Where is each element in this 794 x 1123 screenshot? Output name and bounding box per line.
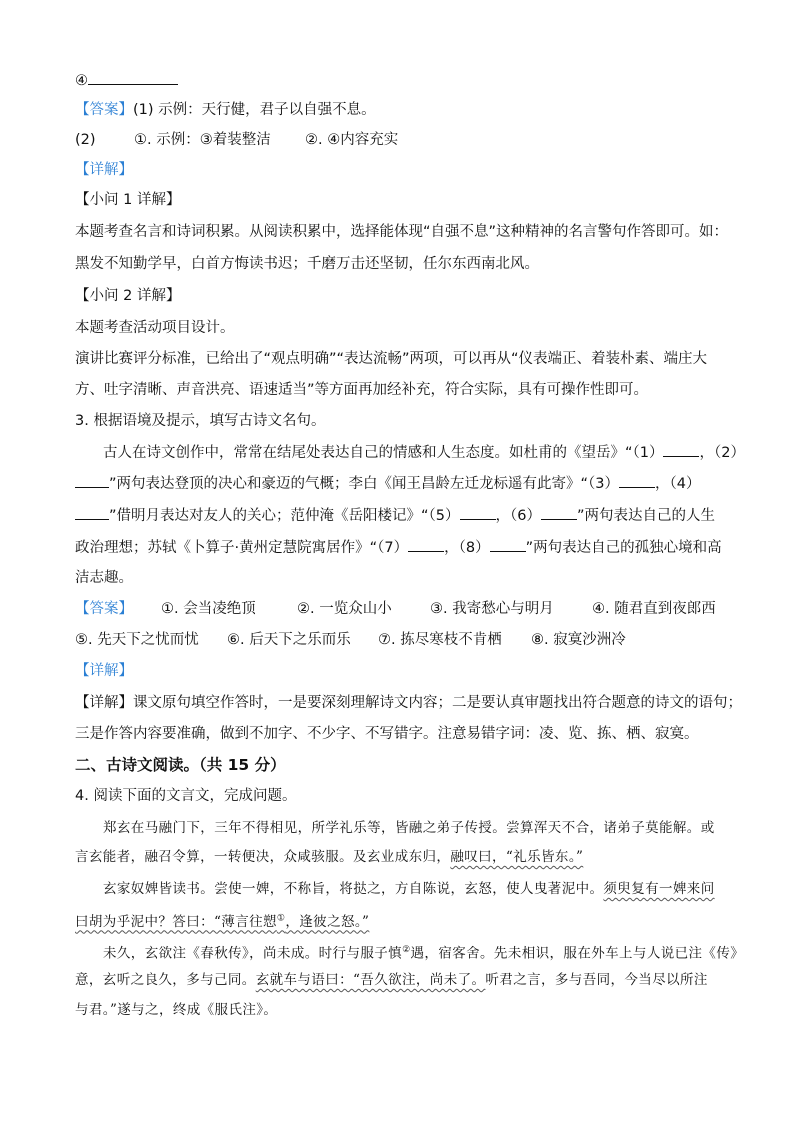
question-4-title: 4. 阅读下面的文言文，完成问题。 <box>75 788 297 804</box>
detail-text: 本题考查活动项目设计。 <box>75 320 235 336</box>
answer-item: ②. 一览众山小 <box>297 601 392 617</box>
question-3-text: 政治理想；苏轼《卜算子·黄州定慧院寓居作》“（7） ，（8） ”两句表达自己的孤独心境和高 <box>75 537 722 558</box>
question-3-title: 3. 根据语境及提示，填写古诗文名句。 <box>75 413 326 429</box>
detail-text: 黑发不知勤学早，白首方悔读书迟；千磨万击还坚韧，任尔东西南北风。 <box>75 256 539 272</box>
answer-item: ⑦. 拣尽寒枝不肯栖 <box>378 632 502 648</box>
detail-heading: 【详解】 <box>75 663 133 679</box>
detail-text: 三是作答内容要准确，做到不加字、不少字、不写错字。注意易错字词：凌、览、拣、栖、寂寞。 <box>75 726 699 742</box>
answer-1-text: (1) 示例：天行健，君子以自强不息。 <box>133 102 376 118</box>
answer-blank-4 <box>75 70 178 91</box>
answer-3-row-1 <box>75 599 716 619</box>
detail-text: 【详解】课文原句填空作答时，一是要深刻理解诗文内容；二是要认真审题找出符合题意的诗文的语句； <box>75 695 742 711</box>
question-3-text: 洁志趣。 <box>75 570 133 586</box>
underlined-sentence: 融叹曰，“礼乐皆东。” <box>450 849 584 865</box>
answer-2-line <box>75 130 399 150</box>
answer-item: ①. 会当凌绝顶 <box>161 601 256 617</box>
sub-question-2-title: 【小问 2 详解】 <box>75 288 181 304</box>
footnote-marker: ① <box>276 913 286 923</box>
blank-1 <box>663 442 699 457</box>
passage-line: 言玄能者，融召令算，一转便决，众咸骇服。及玄业成东归，融叹曰，“礼乐皆东。” <box>75 849 584 865</box>
answer-item: ③. 我寄愁心与明月 <box>430 601 554 617</box>
detail-text: 演讲比赛评分标准，已给出了“观点明确”“表达流畅”两项，可以再从“仪表端正、着装朴素、端庄大 <box>75 351 708 367</box>
question-3-text: 古人在诗文创作中，常常在结尾处表达自己的情感和人生态度。如杜甫的《望岳》“（1） ，（2） <box>103 442 745 463</box>
passage-line: 未久，玄欲注《春秋传》，尚未成。时行与服子慎②遇，宿客舍。先未相识，服在外车上与人说已注《传》 <box>103 945 745 962</box>
blank-6 <box>541 505 577 520</box>
answer-item: ⑧. 寂寞沙洲冷 <box>531 632 626 648</box>
blank-line <box>88 70 178 85</box>
blank-5 <box>460 505 496 520</box>
answer-item: ⑤. 先天下之忧而忧 <box>75 632 199 648</box>
detail-text: 方、吐字清晰、声音洪亮、语速适当”等方面再加经补充，符合实际，具有可操作性即可。 <box>75 382 649 398</box>
answer-2-item-2: ②. ④内容充实 <box>305 132 399 148</box>
answer-tag: 【答案】 <box>75 102 133 118</box>
answer-2-item-1: ①. 示例：③着装整洁 <box>134 132 271 148</box>
detail-heading: 【详解】 <box>75 162 133 178</box>
blank-2 <box>75 473 109 488</box>
passage-line: 郑玄在马融门下，三年不得相见，所学礼乐等，皆融之弟子传授。尝算浑天不合，诸弟子莫能解。或 <box>103 820 715 836</box>
answer-2-number: (2) <box>75 132 96 148</box>
question-3-text: ”两句表达登顶的决心和豪迈的气概；李白《闻王昌龄左迁龙标遥有此寄》“（3） ，（4） <box>75 473 700 494</box>
section-2-title: 二、古诗文阅读。（共 15 分） <box>75 756 286 774</box>
sub-question-1-title: 【小问 1 详解】 <box>75 192 181 208</box>
blank-3 <box>619 473 655 488</box>
blank-8 <box>490 537 526 552</box>
answer-3-row-2 <box>75 630 626 650</box>
blank-7 <box>408 537 444 552</box>
underlined-sentence: 须臾复有一婢来问 <box>603 881 715 897</box>
question-3-text: ”借明月表达对友人的关心；范仲淹《岳阳楼记》“（5） ，（6） ”两句表达自己的人生 <box>75 505 715 526</box>
underlined-sentence: 玄就车与语曰：“吾久欲注，尚未了。 <box>255 972 486 988</box>
answer-tag: 【答案】 <box>75 601 133 617</box>
answer-item: ⑥. 后天下之乐而乐 <box>227 632 351 648</box>
underlined-sentence: 曰胡为乎泥中？答曰：“薄言往愬①，逢彼之怒。” <box>75 913 370 930</box>
blank-4 <box>75 505 109 520</box>
passage-line: 与君。”遂与之，终成《服氏注》。 <box>75 1002 278 1018</box>
answer-item: ④. 随君直到夜郎西 <box>592 601 716 617</box>
footnote-marker: ② <box>402 945 411 955</box>
answer-1-line <box>75 100 376 120</box>
blank-marker: ④ <box>75 73 88 89</box>
passage-line: 玄家奴婢皆读书。尝使一婢，不称旨，将挞之，方自陈说，玄怒，使人曳著泥中。须臾复有一婢来问 <box>103 881 715 897</box>
passage-line <box>75 908 369 932</box>
detail-text: 本题考查名言和诗词积累。从阅读积累中，选择能体现“自强不息”这种精神的名言警句作答即可。如： <box>75 224 729 240</box>
passage-line: 意，玄听之良久，多与己同。玄就车与语曰：“吾久欲注，尚未了。听君之言，多与吾同，今当尽以所注 <box>75 972 708 988</box>
